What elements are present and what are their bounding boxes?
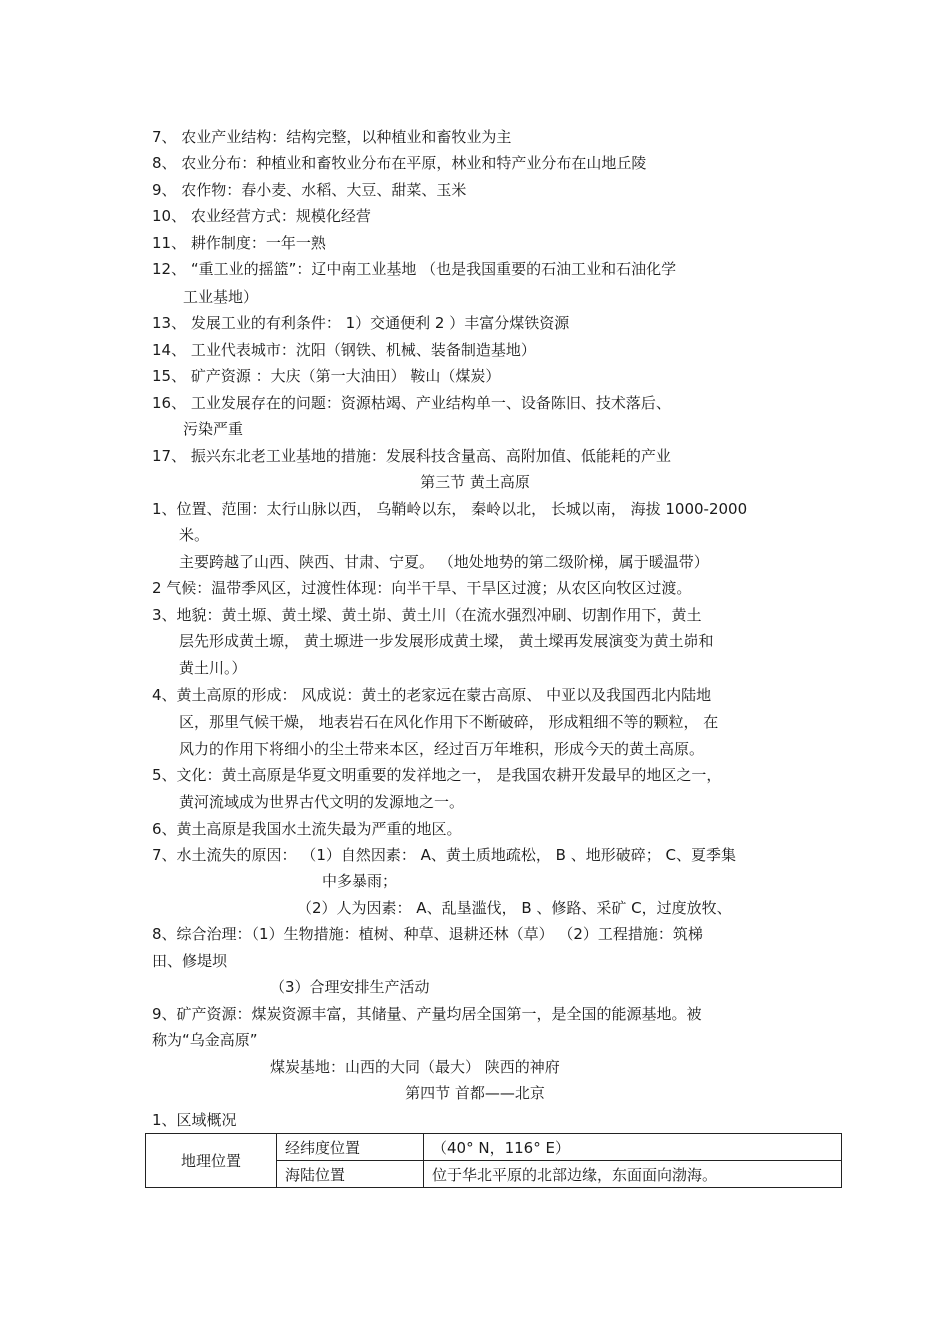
text-line: 工业基地） [183, 288, 259, 306]
table-row [146, 1134, 842, 1161]
text-line: 17、 振兴东北老工业基地的措施：发展科技含量高、高附加值、低能耗的产业 [152, 447, 671, 465]
section-heading: 第四节 首都——北京 [405, 1084, 545, 1102]
text-line: 5、文化：黄土高原是华夏文明重要的发祥地之一， 是我国农耕开发最早的地区之一， [152, 766, 722, 784]
table-cell-label: 海陆位置 [277, 1161, 424, 1188]
text-line: 1、位置、范围：太行山脉以西， 乌鞘岭以东， 秦岭以北， 长城以南， 海拔 1000-2000 [152, 500, 748, 518]
text-line: 风力的作用下将细小的尘土带来本区，经过百万年堆积，形成今天的黄土高原。 [179, 740, 705, 758]
text-line: 1、区域概况 [152, 1111, 237, 1129]
text-line: 9、矿产资源：煤炭资源丰富，其储量、产量均居全国第一，是全国的能源基地。被 [152, 1005, 702, 1023]
text-line: 黄河流域成为世界古代文明的发源地之一。 [179, 793, 465, 811]
text-line: 田、修堤坝 [152, 952, 228, 970]
text-line: 7、水土流失的原因： （1）自然因素： A、黄土质地疏松， B 、地形破碎； C、夏季集 [152, 846, 736, 864]
text-line: 7、 农业产业结构：结构完整，以种植业和畜牧业为主 [152, 128, 512, 146]
text-line: 中多暴雨； [322, 872, 398, 890]
text-line: 4、黄土高原的形成： 风成说：黄土的老家远在蒙古高原、 中亚以及我国西北内陆地 [152, 686, 712, 704]
text-line: （3）合理安排生产活动 [270, 978, 430, 996]
text-line: 16、 工业发展存在的问题：资源枯竭、产业结构单一、设备陈旧、技术落后、 [152, 394, 671, 412]
text-line: 煤炭基地：山西的大同（最大） 陕西的神府 [270, 1058, 560, 1076]
text-line: 8、 农业分布：种植业和畜牧业分布在平原，林业和特产业分布在山地丘陵 [152, 154, 647, 172]
table-cell-value: 位于华北平原的北部边缘，东面面向渤海。 [424, 1161, 842, 1188]
text-line: 6、黄土高原是我国水土流失最为严重的地区。 [152, 820, 462, 838]
text-line: 3、地貌：黄土塬、黄土墚、黄土峁、黄土川（在流水强烈冲刷、切割作用下，黄土 [152, 606, 702, 624]
text-line: 13、 发展工业的有利条件： 1）交通便利 2 ）丰富分煤铁资源 [152, 314, 570, 332]
text-line: 10、 农业经营方式：规模化经营 [152, 207, 371, 225]
text-line: 14、 工业代表城市：沈阳（钢铁、机械、装备制造基地） [152, 341, 536, 359]
text-line: 12、 “重工业的摇篮”：辽中南工业基地 （也是我国重要的石油工业和石油化学 [152, 260, 677, 278]
text-line: 黄土川。） [179, 659, 247, 677]
text-line: （2）人为因素： A、乱垦滥伐， B 、修路、采矿 C，过度放牧、 [297, 899, 732, 917]
table-cell-label: 经纬度位置 [277, 1134, 424, 1161]
text-line: 9、 农作物：春小麦、水稻、大豆、甜菜、玉米 [152, 181, 467, 199]
region-overview-table [145, 1133, 842, 1188]
text-line: 8、综合治理：（1）生物措施：植树、种草、退耕还林（草） （2）工程措施：筑梯 [152, 925, 703, 943]
text-line: 15、 矿产资源 ：大庆（第一大油田） 鞍山（煤炭） [152, 367, 501, 385]
table-cell-head: 地理位置 [146, 1134, 277, 1188]
section-heading: 第三节 黄土高原 [420, 473, 530, 491]
text-line: 称为“乌金高原” [152, 1031, 258, 1049]
text-line: 区，那里气候干燥， 地表岩石在风化作用下不断破碎， 形成粗细不等的颗粒， 在 [179, 713, 719, 731]
text-line: 层先形成黄土塬， 黄土塬进一步发展形成黄土墚， 黄土墚再发展演变为黄土峁和 [179, 632, 714, 650]
text-line: 2 气候：温带季风区，过渡性体现：向半干旱、干旱区过渡；从农区向牧区过渡。 [152, 579, 692, 597]
text-line: 污染严重 [183, 420, 244, 438]
table-cell-value: （40° N，116° E） [424, 1134, 842, 1161]
text-line: 主要跨越了山西、陕西、甘肃、宁夏。 （地处地势的第二级阶梯，属于暖温带） [179, 553, 709, 571]
text-line: 米。 [179, 526, 210, 544]
text-line: 11、 耕作制度：一年一熟 [152, 234, 326, 252]
